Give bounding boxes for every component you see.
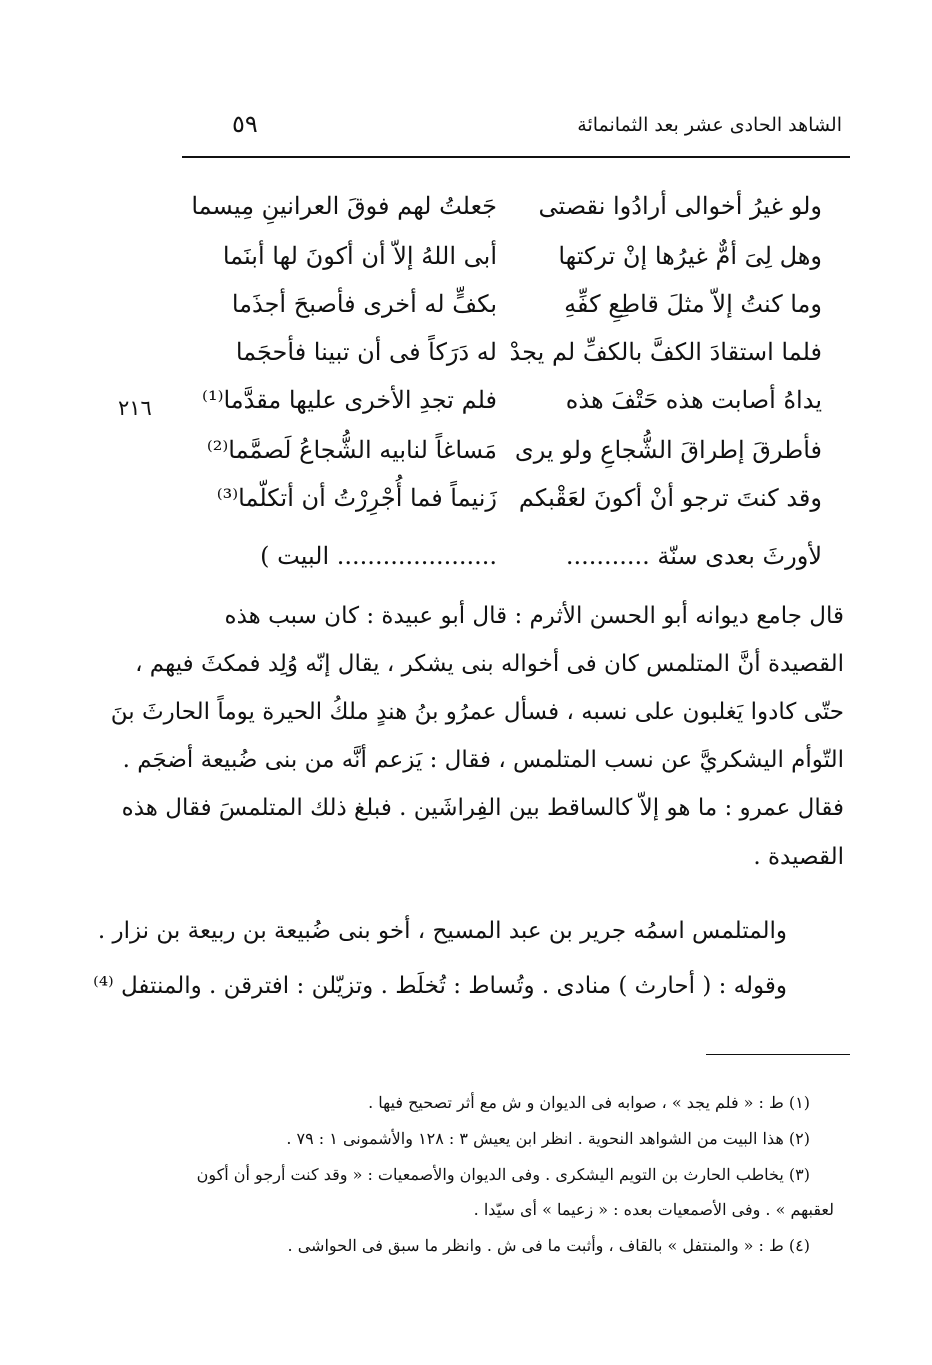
verse-6-first-hemistich: فأطرقَ إطراقَ الشُّجاعِ ولو يرى bbox=[514, 436, 822, 464]
verse-2-second-hemistich: أبى اللهُ إلاّ أن أكونَ لها أبنَما bbox=[222, 242, 497, 270]
paragraph-line: قال جامع ديوانه أبو الحسن الأثرم : قال أبو عبيدة : كان سبب هذه bbox=[224, 603, 844, 629]
paragraph-line: القصيدة . bbox=[753, 844, 844, 870]
verse-5-first-hemistich: يداهُ أصابت هذه حَتْفَ هذه bbox=[565, 386, 822, 414]
paragraph-line: التّوأم اليشكريَّ عن نسب المتلمس ، فقال : يَزعم أنَّه من بنى ضُبيعة أضجَم . bbox=[122, 747, 844, 773]
paragraph-glosses: وقوله : ( أحارث ) منادى . وتُساط : تُخلَط . وتزيّلن : افترقن . والمنتفل ⁽⁴⁾ bbox=[93, 973, 787, 999]
footnote-2: (٢) هذا البيت من الشواهد النحوية . انظر ابن يعيش ٣ : ١٢٨ والأشمونى ١ : ٧٩ . bbox=[286, 1129, 810, 1148]
verse-3-second-hemistich: بكفٍّ له أخرى فأصبحَ أجذَما bbox=[231, 290, 497, 318]
verse-2-first-hemistich: وهل لِىَ أمٌّ غيرُها إنْ تركتها bbox=[558, 242, 822, 270]
verse-1-first-hemistich: ولو غيرُ أخوالى أرادُوا نقصتى bbox=[538, 192, 822, 220]
verse-7-second-hemistich: زَنيماً فما أُجْرِرْتُ أن أتكلّما⁽³⁾ bbox=[216, 484, 497, 512]
paragraph-poet-name: والمتلمس اسمُه جرير بن عبد المسيح ، أخو بنى ضُبيعة بن ربيعة بن نزار . bbox=[97, 918, 787, 944]
footnote-3: (٣) يخاطب الحارث بن التويم اليشكرى . وفى الديوان والأصمعيات : « وقد كنت أرجو أن أكون bbox=[196, 1165, 810, 1184]
verse-5-second-hemistich: فلم تجدِ الأخرى عليها مقدَّما⁽¹⁾ bbox=[202, 386, 497, 414]
footnote-divider bbox=[706, 1054, 850, 1055]
footnote-1: (١) ط : « فلم يجد » ، صوابه فى الديوان و ش مع أثر تصحيح فيها . bbox=[368, 1093, 810, 1112]
footnote-3-continued: لعقبهم » . وفى الأصمعيات بعده : « زعيما » أى سيّدا . bbox=[473, 1200, 834, 1219]
verse-8-second-hemistich: ..................... البيت ) bbox=[260, 542, 497, 570]
margin-number: ٢١٦ bbox=[118, 396, 152, 420]
verse-3-first-hemistich: وما كنتُ إلاّ مثلَ قاطِعِ كفِّهِ bbox=[564, 290, 822, 318]
header-divider bbox=[182, 156, 850, 158]
verse-4-second-hemistich: له دَرَكاً فى أن تبينا فأحجَما bbox=[235, 338, 497, 366]
verse-7-first-hemistich: وقد كنتَ ترجو أنْ أكونَ لعَقْبكم bbox=[518, 484, 822, 512]
page-number: ٥٩ bbox=[232, 110, 258, 138]
paragraph-line: فقال عمرو : ما هو إلاّ كالساقط بين الفِراشَين . فبلغ ذلك المتلمسَ فقال هذه bbox=[121, 795, 844, 821]
footnote-4: (٤) ط : « والمنتفل » بالقاف ، وأثبت ما فى ش . وانظر ما سبق فى الحواشى . bbox=[287, 1236, 810, 1255]
verse-6-second-hemistich: مَساغاً لنابيه الشُّجاعُ لَصمَّما⁽²⁾ bbox=[206, 436, 497, 464]
paragraph-line: القصيدة أنَّ المتلمس كان فى أخواله بنى يشكر ، يقال إنّه وُلِد فمكثَ فيهم ، bbox=[135, 651, 844, 677]
verse-1-second-hemistich: جَعلتُ لهم فوقَ العرانينِ مِيسما bbox=[191, 192, 497, 220]
verse-4-first-hemistich: فلما استقادَ الكفَّ بالكفِّ لم يجدْ bbox=[509, 338, 822, 366]
running-title: الشاهد الحادى عشر بعد الثمانمائة bbox=[577, 114, 842, 136]
verse-8-first-hemistich: لأورثَ بعدى سنّة ........... bbox=[565, 542, 822, 570]
paragraph-line: حتّى كادوا يَغلبون على نسبه ، فسأل عمرُو بنُ هندٍ ملكُ الحيرة يوماً الحارثَ بنَ bbox=[110, 699, 844, 725]
